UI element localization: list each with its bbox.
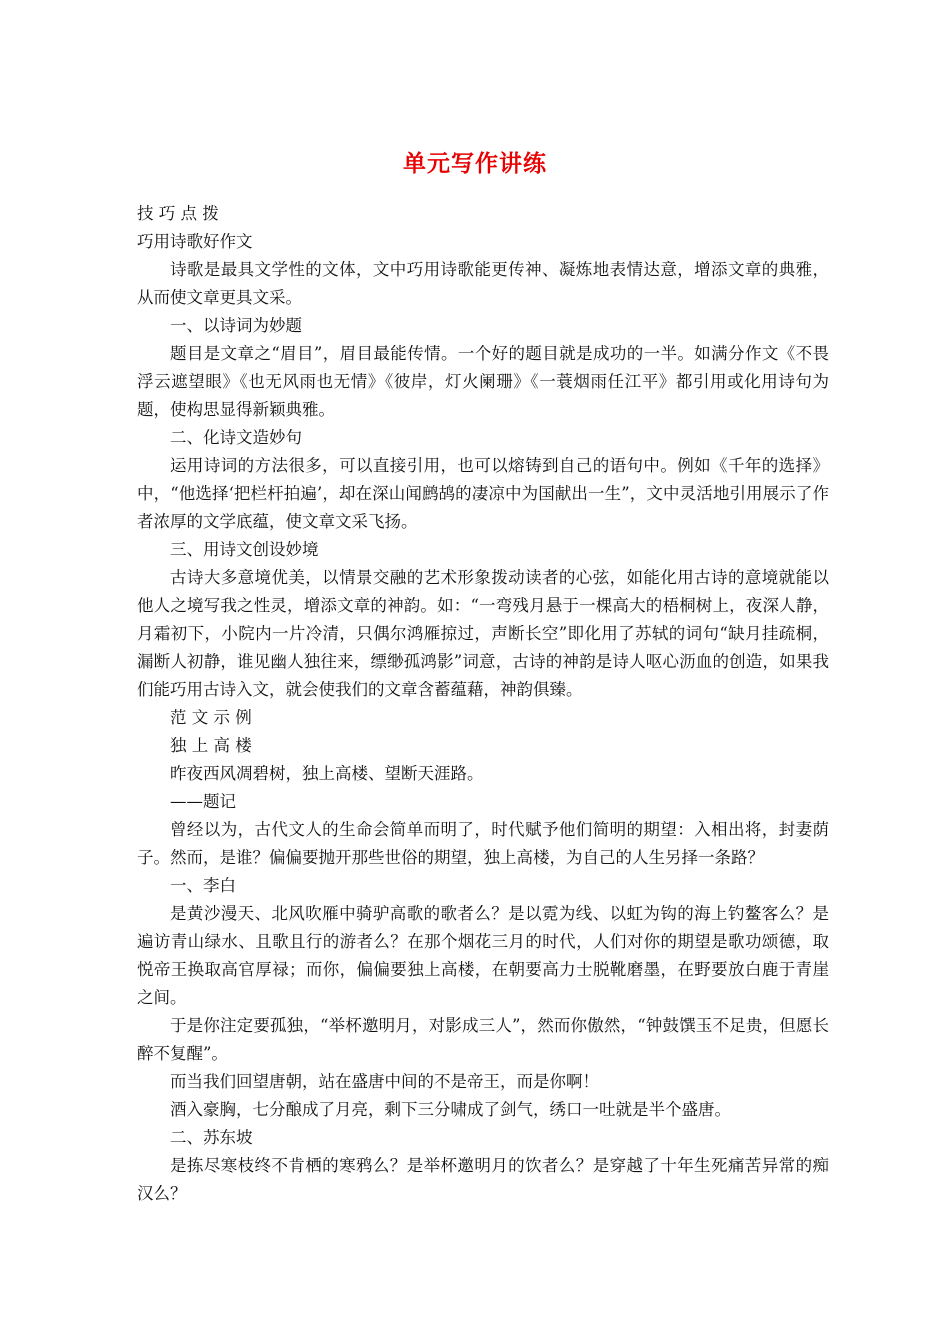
paragraph: 二、苏东坡 [170, 1128, 253, 1147]
paragraph: 二、化诗文造妙句 [170, 428, 302, 447]
paragraph: 三、用诗文创设妙境 [170, 540, 319, 559]
paragraph: 诗歌是最具文学性的文体，文中巧用诗歌能更传神、凝炼地表情达意，增添文章的典雅，从而使文章更具文采。 [137, 260, 829, 307]
paragraph: 于是你注定要孤独，“举杯邀明月，对影成三人”，然而你傲然，“钟鼓馔玉不足贵，但愿长醉不复醒”。 [137, 1016, 829, 1063]
paragraph: 一、以诗词为妙题 [170, 316, 302, 335]
paragraph: 题目是文章之“眉目”，眉目最能传情。一个好的题目就是成功的一半。如满分作文《不畏浮云遮望眼》《也无风雨也无情》《彼岸，灯火阑珊》《一蓑烟雨任江平》都引用或化用诗句为题，使构思显得新颖典雅。 [137, 344, 829, 419]
paragraph: 巧用诗歌好作文 [137, 232, 253, 251]
paragraph: 昨夜西风凋碧树，独上高楼、望断天涯路。 [170, 764, 484, 783]
paragraph: 酒入豪胸，七分酿成了月亮，剩下三分啸成了剑气，绣口一吐就是半个盛唐。 [170, 1100, 731, 1119]
paragraph: 一、李白 [170, 876, 236, 895]
document-body [137, 200, 829, 1208]
paragraph: 曾经以为，古代文人的生命会简单而明了，时代赋予他们简明的期望：入相出将，封妻荫子。然而，是谁？偏偏要抛开那些世俗的期望，独上高楼，为自己的人生另择一条路？ [137, 820, 829, 867]
page-title: 单元写作讲练 [403, 150, 547, 177]
paragraph: 范 文 示 例 [170, 708, 252, 727]
paragraph: 技 巧 点 拨 [137, 204, 219, 223]
paragraph: 古诗大多意境优美，以情景交融的艺术形象拨动读者的心弦，如能化用古诗的意境就能以他人之境写我之性灵，增添文章的神韵。如：“一弯残月悬于一棵高大的梧桐树上，夜深人静，月霜初下，小院内一片冷清，只偶尔鸿雁掠过，声断长空”即化用了苏轼的词句“缺月挂疏桐，漏断人初静，谁见幽人独往来，缥缈孤鸿影”词意，古诗的神韵是诗人呕心沥血的创造，如果我们能巧用古诗入文，就会使我们的文章含蓄蕴藉，神韵俱臻。 [137, 568, 829, 699]
paragraph: 运用诗词的方法很多，可以直接引用，也可以熔铸到自己的语句中。例如《千年的选择》中，“他选择‘把栏杆拍遍’，却在深山闻鹧鸪的凄凉中为国献出一生”，文中灵活地引用展示了作者浓厚的文学底蕴，使文章文采飞扬。 [137, 456, 829, 531]
paragraph: ——题记 [170, 792, 236, 811]
paragraph: 是拣尽寒枝终不肯栖的寒鸦么？是举杯邀明月的饮者么？是穿越了十年生死痛苦异常的痴汉么？ [137, 1156, 829, 1203]
paragraph: 是黄沙漫天、北风吹雁中骑驴高歌的歌者么？是以霓为线、以虹为钩的海上钓鳌客么？是遍访青山绿水、且歌且行的游者么？在那个烟花三月的时代，人们对你的期望是歌功颂德，取悦帝王换取高官厚禄；而你，偏偏要独上高楼，在朝要高力士脱靴磨墨，在野要放白鹿于青崖之间。 [137, 904, 829, 1007]
paragraph: 独 上 高 楼 [170, 736, 252, 755]
paragraph: 而当我们回望唐朝，站在盛唐中间的不是帝王，而是你啊！ [170, 1072, 599, 1091]
